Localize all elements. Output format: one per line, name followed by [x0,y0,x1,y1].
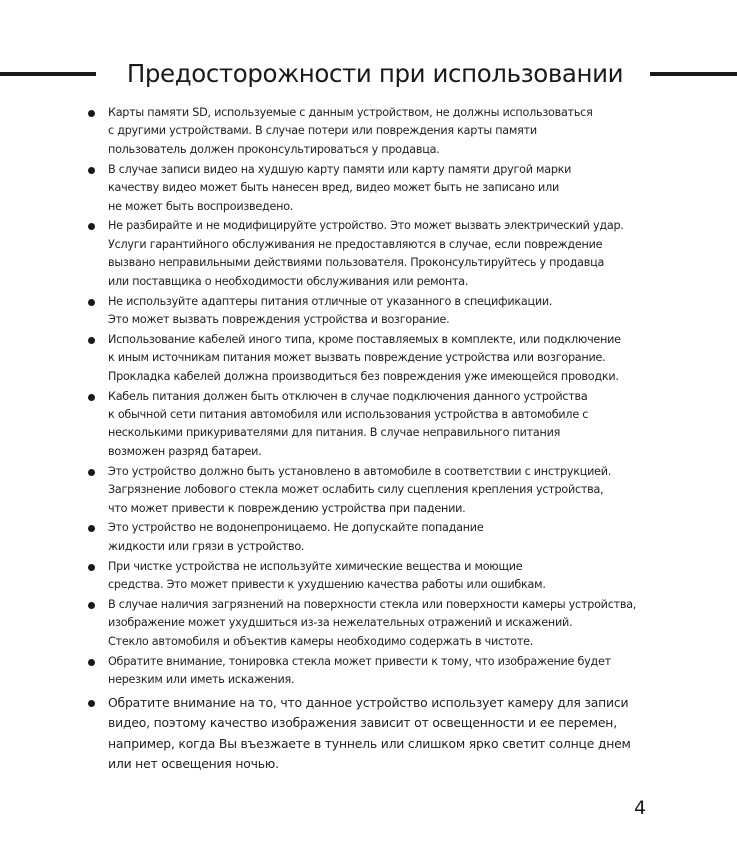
item-line: Это может вызвать повреждения устройства и возгорание. [108,312,450,326]
item-line: вызвано неправильными действиями пользователя. Проконсультируйтесь у продавца [108,256,605,270]
item-line: Кабель питания должен быть отключен в случае подключения данного устройства [108,389,588,403]
item-line: Прокладка кабелей должна производиться без повреждения уже имеющейся проводки. [108,369,619,383]
page-number: 4 [634,797,647,819]
item-line: пользователь должен проконсультироваться у продавца. [108,142,440,156]
bullet-icon [88,337,95,344]
item-line: Обратите внимание на то, что данное устройство использует камеру для записи [108,694,629,710]
list-item [84,161,684,216]
bullet-icon [88,525,95,532]
item-line: возможен разряд батареи. [108,444,262,458]
item-line: к обычной сети питания автомобиля или использования устройства в автомобиле с [108,408,589,421]
item-line: видео, поэтому качество изображения зависит от освещенности и ее перемен, [108,715,617,731]
precautions-list [84,104,684,776]
header-rule-left [0,72,96,76]
item-line: В случае наличия загрязнений на поверхности стекла или поверхности камеры устройства, [108,598,637,612]
page-title: Предосторожности при использовании [126,59,624,88]
item-line: средства. Это может привести к ухудшению качества работы или ошибкам. [108,578,546,592]
bullet-icon [88,167,95,174]
bullet-icon [88,602,95,609]
item-line: Карты памяти SD, используемые с данным устройством, не должны использоваться [108,106,593,119]
item-line: с другими устройствами. В случае потери или повреждения карты памяти [108,124,537,138]
list-item [84,519,684,556]
list-item [84,217,684,291]
bullet-icon [88,469,95,476]
item-line: жидкости или грязи в устройство. [108,539,305,553]
item-line: Услуги гарантийного обслуживания не предоставляются в случае, если повреждение [108,237,603,251]
list-item [84,653,684,690]
item-line: что может привести к повреждению устройства при падении. [108,501,466,515]
list-item [84,693,684,775]
item-line: несколькими прикуривателями для питания. В случае неправильного питания [108,426,561,440]
item-line: Не разбирайте и не модифицируйте устройство. Это может вызвать электрический удар. [108,219,624,233]
item-line: Это устройство должно быть установлено в автомобиле в соответствии с инструкцией. [108,464,612,478]
item-line: Обратите внимание, тонировка стекла может привести к тому, что изображение будет [108,654,611,668]
item-line: Стекло автомобиля и объектив камеры необходимо содержать в чистоте. [108,634,534,648]
list-item [84,596,684,651]
bullet-icon [88,564,95,571]
item-line: изображение может ухудшиться из-за нежелательных отражений и искажений. [108,616,573,630]
bullet-icon [88,700,95,707]
item-line: нерезким или иметь искажения. [108,673,295,687]
list-item [84,293,684,330]
list-item [84,558,684,595]
bullet-icon [88,659,95,666]
bullet-icon [88,223,95,230]
bullet-icon [88,394,95,401]
list-item [84,104,684,159]
item-line: или нет освещения ночью. [108,756,279,772]
item-line: Загрязнение лобового стекла может ослабить силу сцепления крепления устройства, [108,483,604,497]
list-item [84,463,684,518]
bullet-icon [88,110,95,117]
header-rule-right [650,72,737,76]
item-line: Использование кабелей иного типа, кроме поставляемых в комплекте, или подключение [108,332,621,346]
item-line: Это устройство не водонепроницаемо. Не допускайте попадание [108,521,484,535]
item-line: В случае записи видео на худшую карту памяти или карту памяти другой марки [108,162,572,176]
item-line: При чистке устройства не используйте химические вещества и моющие [108,559,523,573]
page-header [0,56,737,96]
list-item [84,388,684,462]
item-line: или поставщика о необходимости обслуживания или ремонта. [108,274,469,288]
item-line: к иным источникам питания может вызвать повреждение устройства или возгорание. [108,351,606,365]
item-line: качеству видео может быть нанесен вред, видео может быть не записано или [108,181,560,195]
list-item [84,331,684,386]
item-line: Не используйте адаптеры питания отличные от указанного в спецификации. [108,294,553,308]
item-line: например, когда Вы въезжаете в туннель или слишком ярко светит солнце днем [108,735,631,751]
item-line: не может быть воспроизведено. [108,199,294,213]
bullet-icon [88,299,95,306]
